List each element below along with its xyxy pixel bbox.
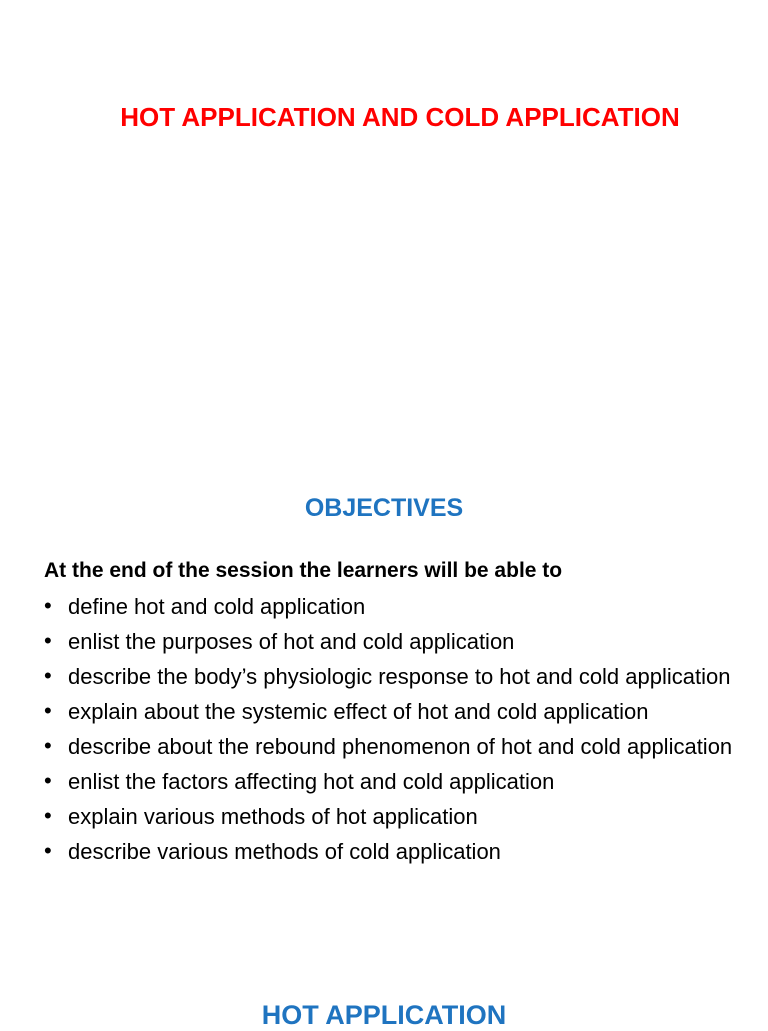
objectives-list (44, 592, 744, 872)
list-item-text: enlist the factors affecting hot and cold application (68, 769, 555, 794)
slide-title: HOT APPLICATION AND COLD APPLICATION (120, 102, 680, 132)
list-item (44, 592, 744, 622)
list-item-text: enlist the purposes of hot and cold application (68, 629, 515, 654)
section-heading: HOT APPLICATION (261, 1000, 507, 1030)
list-item-text: define hot and cold application (68, 594, 366, 619)
list-item (44, 802, 744, 832)
bullet-icon: • (44, 803, 52, 828)
bullet-icon: • (44, 663, 52, 688)
list-item-text: describe about the rebound phenomenon of hot and cold application (68, 734, 733, 759)
list-item-text: describe various methods of cold application (68, 839, 501, 864)
list-item (44, 837, 744, 867)
list-item-text: explain about the systemic effect of hot and cold application (68, 699, 649, 724)
list-item (44, 662, 744, 692)
list-item (44, 627, 744, 657)
list-item (44, 697, 744, 727)
bullet-icon: • (44, 768, 52, 793)
objectives-heading: OBJECTIVES (304, 494, 464, 522)
bullet-icon: • (44, 628, 52, 653)
list-item-text: explain various methods of hot application (68, 804, 478, 829)
list-item (44, 732, 744, 762)
bullet-icon: • (44, 698, 52, 723)
objectives-intro: At the end of the session the learners will be able to (44, 559, 563, 582)
bullet-icon: • (44, 838, 52, 863)
list-item-text: describe the body’s physiologic response to hot and cold application (68, 664, 731, 689)
list-item (44, 767, 744, 797)
bullet-icon: • (44, 733, 52, 758)
bullet-icon: • (44, 593, 52, 618)
